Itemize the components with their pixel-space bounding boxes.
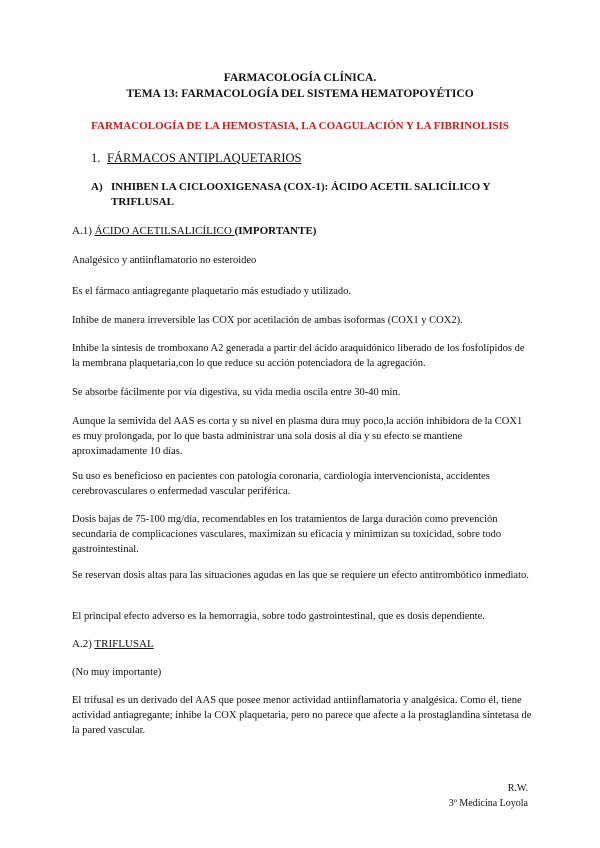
- footer-course: 3º Medicina Loyola: [448, 798, 528, 809]
- a1-prefix: A.1): [72, 225, 95, 237]
- section-1-number: 1.: [91, 151, 101, 165]
- a1-paragraph: Se reservan dosis altas para las situaciones agudas en las que se requiere un efecto antitrombótico inmediato.: [72, 570, 529, 581]
- a1-paragraph: El principal efecto adverso es la hemorragia, sobre todo gastrointestinal, que es dosis dependiente.: [72, 611, 485, 622]
- course-title: FARMACOLOGÍA CLÍNICA.: [223, 72, 377, 84]
- section-1-heading: [91, 150, 302, 166]
- a1-paragraph: Inhibe de manera irreversible las COX por acetilación de ambas isoformas (COX1 y COX2).: [72, 315, 463, 326]
- a1-note: (IMPORTANTE): [234, 225, 317, 237]
- a2-paragraph: El trifusal es un derivado del AAS que posee menor actividad antiinflamatoria y analgésica. Como él, tiene actividad antiagregante; inhibe la COX plaquetaria, pero no parece que afecte a la prostaglandina sintetasa de la pared vascular.: [72, 695, 532, 736]
- a2-prefix: A.2): [72, 638, 95, 650]
- a2-paragraph: (No muy importante): [72, 667, 162, 678]
- a1-paragraph: Aunque la semivida del AAS es corta y su nivel en plasma dura muy poco,la acción inhibidora de la COX1 es muy prolongada, por lo que basta administrar una sola dosis al día y su efecto se mantiene aproximadamente 10 días.: [72, 416, 523, 457]
- a1-paragraph: Inhibe la síntesis de tromboxano A2 generada a partir del ácido araquidónico liberado de los fosfolípidos de la membrana plaquetaria,con lo que reduce su acción potenciadora de la agregación.: [72, 343, 525, 369]
- a1-heading: [72, 224, 316, 239]
- topic-title: TEMA 13: FARMACOLOGÍA DEL SISTEMA HEMATOPOYÉTICO: [126, 88, 474, 100]
- a1-paragraph: Dosis bajas de 75-100 mg/día, recomendables en los tratamientos de larga duración como prevención secundaria de complicaciones vasculares, maximizan su eficacia y minimizan su toxicidad, sobre todo gastrointestinal.: [72, 514, 502, 555]
- a2-name: TRIFLUSAL: [94, 638, 154, 650]
- a1-paragraph: Es el fármaco antiagregante plaquetario más estudiado y utilizado.: [72, 286, 352, 297]
- a1-paragraph: Su uso es beneficioso en pacientes con patología coronaria, cardiología intervencionista, accidentes cerebrovasculares o enfermedad vascular periférica.: [72, 471, 490, 497]
- footer-author: R.W.: [507, 783, 528, 794]
- a1-paragraph: Se absorbe fácilmente por vía digestiva, su vida media oscila entre 30-40 min.: [72, 387, 401, 398]
- section-heading: FARMACOLOGÍA DE LA HEMOSTASIA, LA COAGULACIÓN Y LA FIBRINOLISIS: [91, 120, 509, 132]
- section-1-title: FÁRMACOS ANTIPLAQUETARIOS: [107, 151, 302, 165]
- a1-name: ÁCIDO ACETILSALICÍLICO: [94, 225, 235, 237]
- subsection-a-title: INHIBEN LA CICLOOXIGENASA (COX-1): ÁCIDO ACETIL SALICÍLICO Y TRIFLUSAL: [111, 181, 491, 208]
- a1-paragraph: Analgésico y antiinflamatorio no esteroideo: [72, 255, 257, 266]
- subsection-a-heading: [91, 180, 511, 210]
- a2-heading: [72, 637, 154, 652]
- subsection-a-letter: A): [91, 181, 103, 193]
